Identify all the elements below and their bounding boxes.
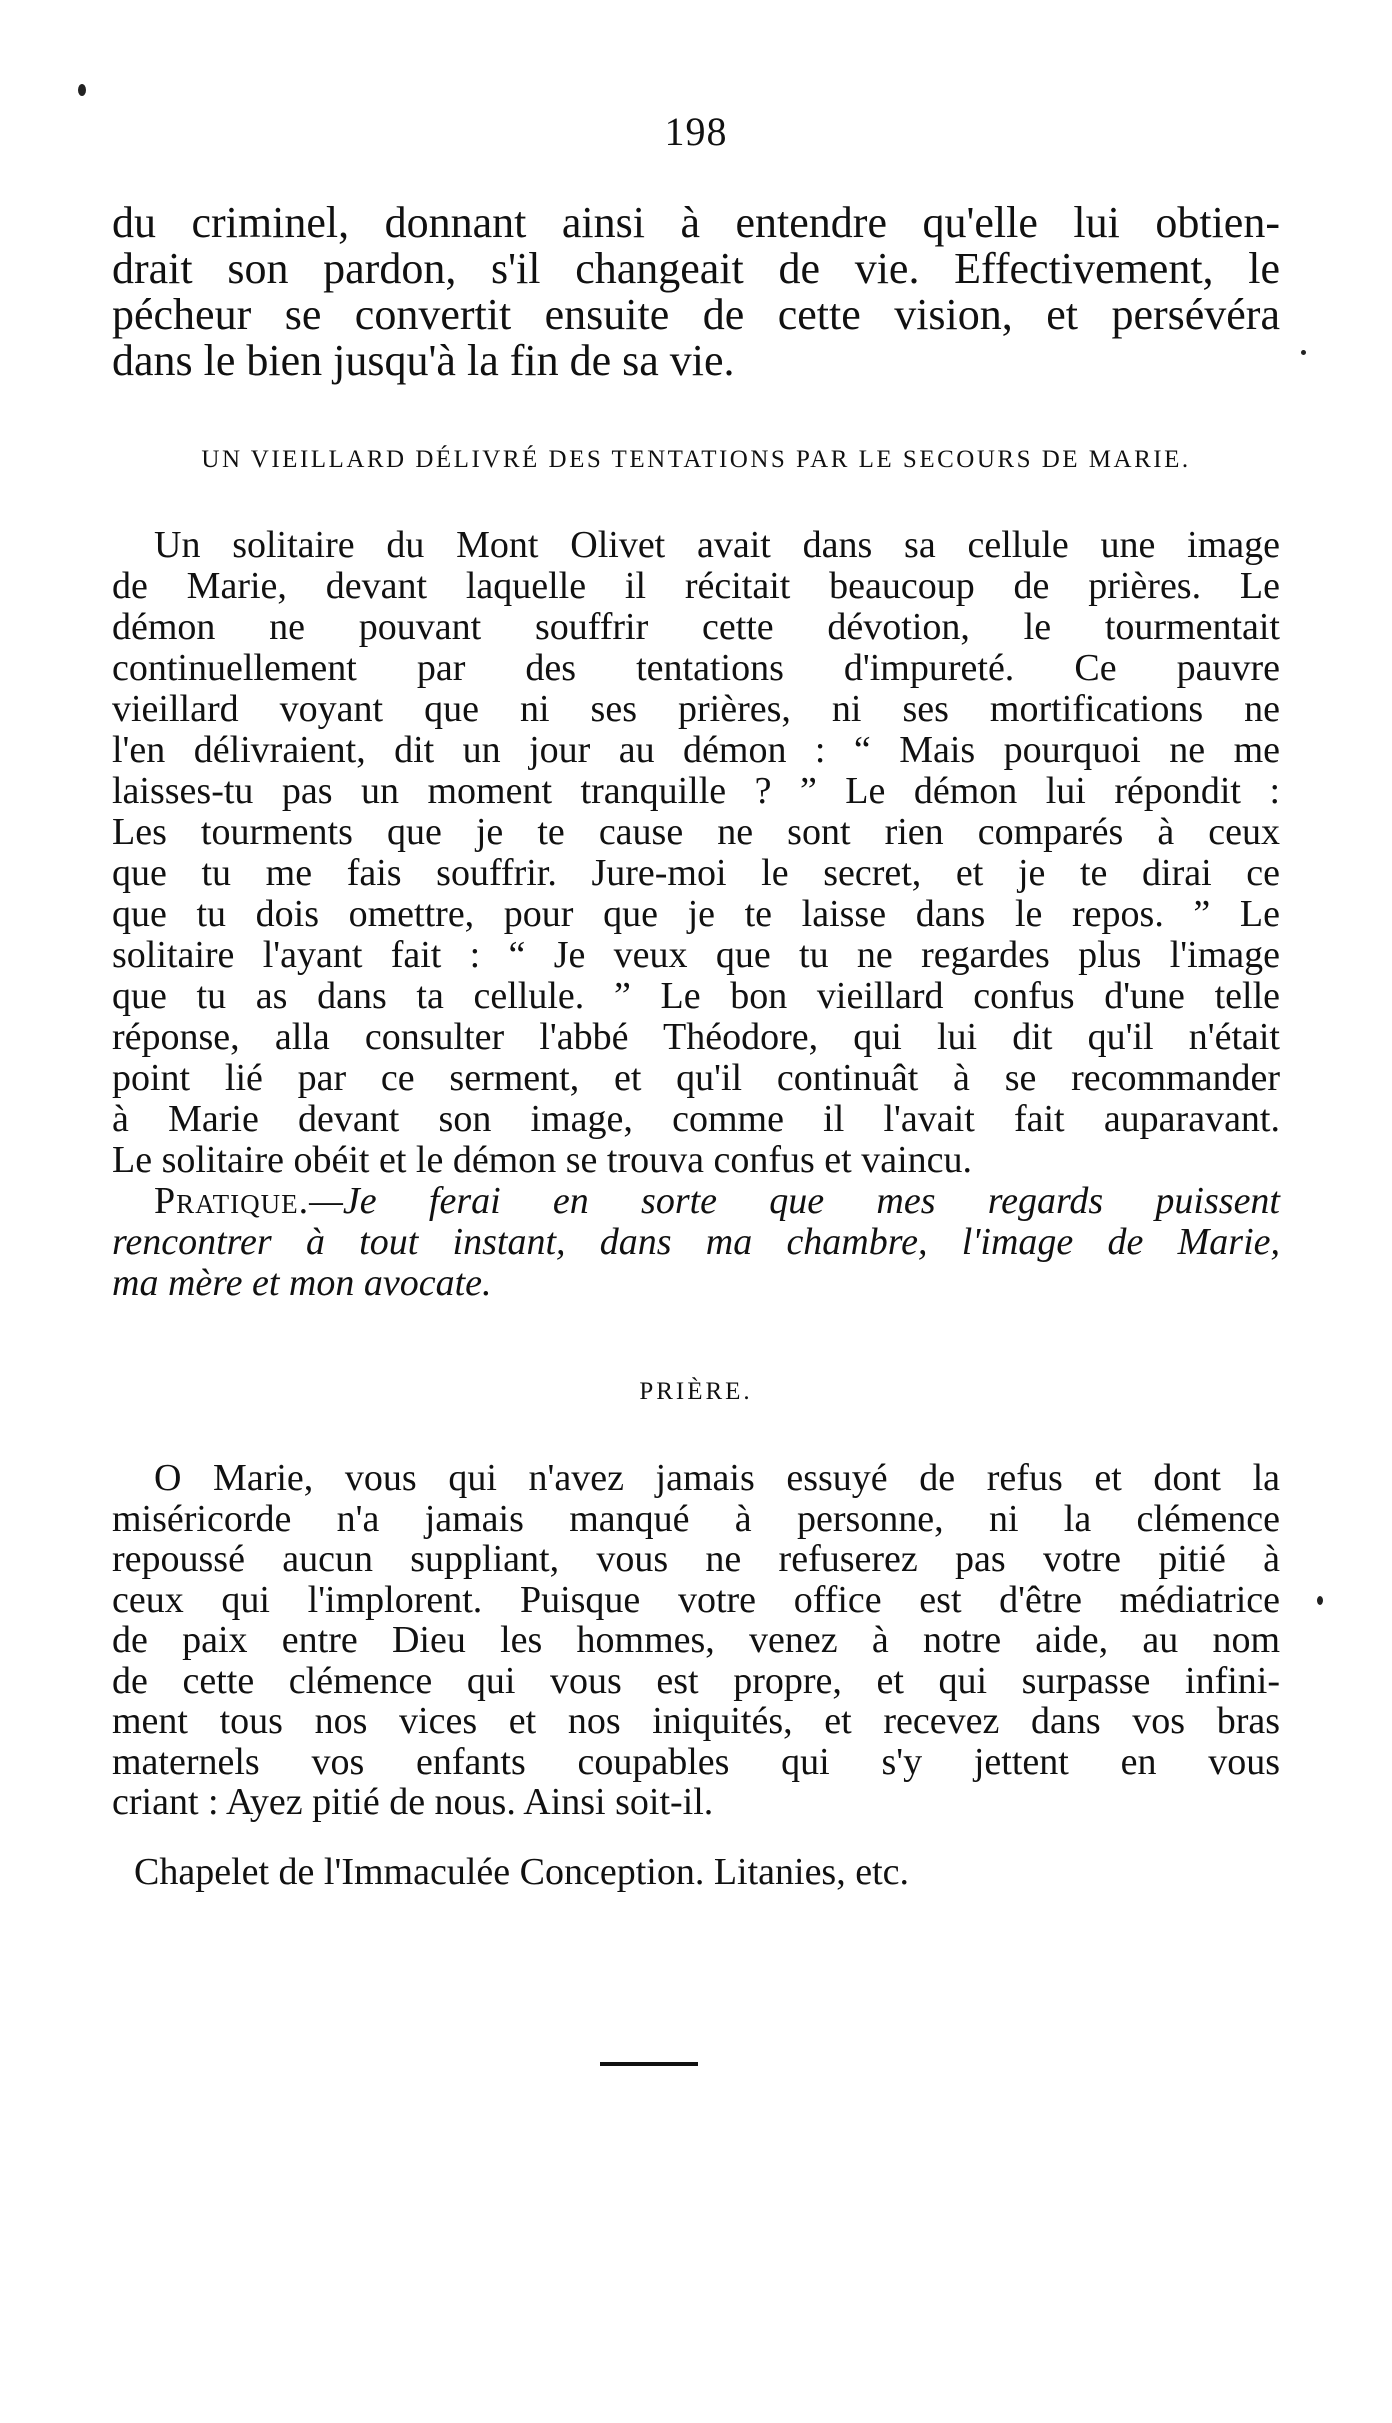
ink-speck bbox=[1317, 1596, 1323, 1605]
text-line: pécheur se convertit ensuite de cette vision, et persévéra bbox=[112, 290, 1280, 339]
end-rule bbox=[600, 2062, 698, 2066]
ink-speck bbox=[78, 84, 86, 96]
text-line: criant : Ayez pitié de nous. Ainsi soit-il. bbox=[112, 1781, 714, 1823]
text-line: Les tourments que je te cause ne sont rien comparés à ceux bbox=[112, 811, 1280, 853]
text-line: repoussé aucun suppliant, vous ne refuserez pas votre pitié à bbox=[112, 1538, 1280, 1580]
text-line: du criminel, donnant ainsi à entendre qu'elle lui obtien- bbox=[112, 198, 1280, 247]
closing-line: Chapelet de l'Immaculée Conception. Litanies, etc. bbox=[134, 1851, 910, 1893]
text-line: Le solitaire obéit et le démon se trouva confus et vaincu. bbox=[112, 1139, 972, 1181]
prayer-heading: PRIÈRE. bbox=[639, 1378, 753, 1405]
text-line: Un solitaire du Mont Olivet avait dans sa cellule une image bbox=[154, 524, 1280, 566]
text-line: O Marie, vous qui n'avez jamais essuyé de refus et dont la bbox=[154, 1457, 1280, 1499]
text-line: réponse, alla consulter l'abbé Théodore, qui lui dit qu'il n'était bbox=[112, 1016, 1280, 1058]
pratique-label: Pratique. bbox=[154, 1180, 310, 1222]
text-line: ceux qui l'implorent. Puisque votre office est d'être médiatrice bbox=[112, 1578, 1280, 1621]
prayer-paragraph bbox=[112, 1458, 1280, 1823]
text-line: dans le bien jusqu'à la fin de sa vie. bbox=[112, 336, 735, 385]
text-line: que tu as dans ta cellule. ” Le bon vieillard confus d'une telle bbox=[112, 975, 1280, 1017]
pratique-text: —Je ferai en sorte que mes regards puissent bbox=[309, 1180, 1280, 1222]
text-line: rencontrer à tout instant, dans ma chambre, l'image de Marie, bbox=[112, 1221, 1280, 1263]
text-line: solitaire l'ayant fait : “ Je veux que tu ne regardes plus l'image bbox=[112, 934, 1280, 976]
text-line: que tu dois omettre, pour que je te laisse dans le repos. ” Le bbox=[112, 893, 1280, 935]
text-line: maternels vos enfants coupables qui s'y jettent en vous bbox=[112, 1740, 1280, 1783]
text-line: l'en délivraient, dit un jour au démon : “ Mais pourquoi ne me bbox=[112, 729, 1280, 771]
text-line: démon ne pouvant souffrir cette dévotion, le tourmentait bbox=[112, 606, 1280, 648]
section-heading: UN VIEILLARD DÉLIVRÉ DES TENTATIONS PAR LE SECOURS DE MARIE. bbox=[201, 446, 1191, 473]
continued-paragraph bbox=[112, 200, 1280, 384]
text-line: que tu me fais souffrir. Jure-moi le secret, et je te dirai ce bbox=[112, 852, 1280, 894]
text-line: point lié par ce serment, et qu'il continuât à se recommander bbox=[112, 1057, 1280, 1099]
text-line: drait son pardon, s'il changeait de vie. Effectivement, le bbox=[112, 244, 1280, 293]
text-line: vieillard voyant que ni ses prières, ni ses mortifications ne bbox=[112, 688, 1280, 730]
text-line: ma mère et mon avocate. bbox=[112, 1262, 492, 1304]
story-paragraph bbox=[112, 525, 1280, 1304]
text-line: de Marie, devant laquelle il récitait beaucoup de prières. Le bbox=[112, 565, 1280, 607]
text-line: ment tous nos vices et nos iniquités, et recevez dans vos bras bbox=[112, 1700, 1280, 1742]
ink-speck bbox=[1301, 350, 1306, 355]
text-line: continuellement par des tentations d'impureté. Ce pauvre bbox=[112, 647, 1280, 689]
text-line: de cette clémence qui vous est propre, et qui surpasse infini- bbox=[112, 1659, 1280, 1702]
text-line: à Marie devant son image, comme il l'avait fait auparavant. bbox=[112, 1098, 1280, 1140]
text-line: de paix entre Dieu les hommes, venez à notre aide, au nom bbox=[112, 1619, 1280, 1661]
page-number: 198 bbox=[664, 109, 728, 154]
pratique-line bbox=[112, 1181, 1280, 1222]
text-line: miséricorde n'a jamais manqué à personne, ni la clémence bbox=[112, 1497, 1280, 1540]
text-line: laisses-tu pas un moment tranquille ? ” Le démon lui répondit : bbox=[112, 770, 1280, 812]
